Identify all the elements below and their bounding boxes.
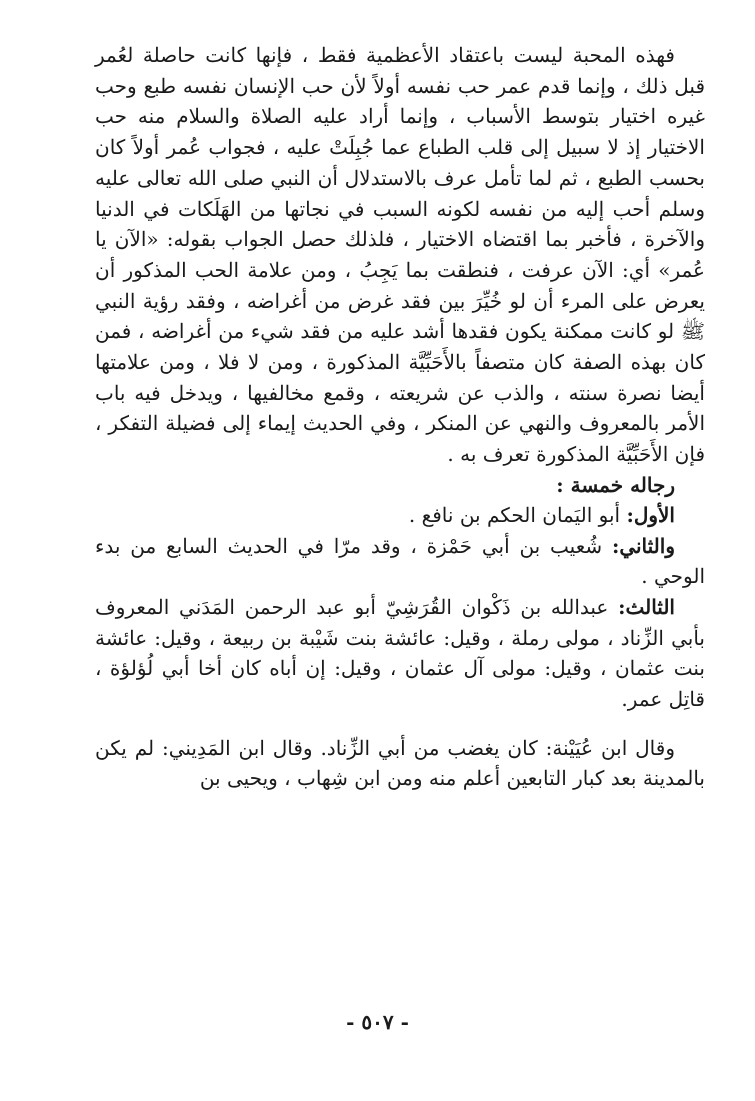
narrator-label: الثالث:	[618, 594, 675, 619]
narrator-label: والثاني:	[611, 533, 675, 558]
body-paragraph: فهذه المحبة ليست باعتقاد الأعظمية فقط ، فإنها كانت حاصلة لعُمر قبل ذلك ، وإنما قدم عمر حب نفسه أولاً لأن حب الإنسان نفسه طبع وحب غيره اختيار بتوسط الأسباب ، وإنما أراد عليه الصلاة والسلام منه حب الاختيار إذ لا سبيل إلى قلب الطباع عما جُبِلَتْ عليه ، فجواب عُمر أولاً كان بحسب الطبع ، ثم لما تأمل عرف بالاستدلال أن النبي صلى الله تعالى عليه وسلم أحب إليه من نفسه لكونه السبب في نجاتها من الهَلَكات في الدنيا والآخرة ، فأخبر بما اقتضاه الاختيار ، فلذلك حصل الجواب بقوله: «الآن يا عُمر» أي: الآن عرفت ، فنطقت بما يَجِبُ ، ومن علامة الحب المذكور أن يعرض على المرء أن لو خُيِّرَ بين فقد غرض من أغراضه ، وفقد رؤية النبي ﷺ لو كانت ممكنة يكون فقدها أشد عليه من فقد شيء من أغراضه ، فمن كان بهذه الصفة كان متصفاً بالأَحَبِّيَّة المذكورة ، ومن لا فلا ، ومن علامتها أيضا نصرة سنته ، والذب عن شريعته ، وقمع مخالفيها ، ويدخل فيه باب الأمر بالمعروف والنهي عن المنكر ، وفي الحديث إيماء إلى فضيلة التفكر ، فإن الأَحَبِّيَّة المذكورة تعرف به .	[95, 43, 706, 467]
narrator-entry-1	[95, 500, 705, 531]
narrator-text: أبو اليَمان الحكم بن نافع .	[408, 502, 627, 527]
narrator-text: شُعيب بن أبي حَمْزة ، وقد مرّا في الحديث السابع من بدء الوحي .	[95, 533, 705, 589]
narrator-text: عبدالله بن ذَكْوان القُرَشِيّ أبو عبد الرحمن المَدَني المعروف بأبي الزِّناد ، مولى رملة ، وقيل: عائشة بنت شَيْبة بن ربيعة ، وقيل: عائشة بنت عثمان ، وقيل: مولى آل عثمان ، وقيل: إن أباه كان أخا أبي لُؤلؤة ، قاتِل عمر.	[95, 594, 705, 712]
narrator-label: الأول:	[626, 502, 675, 527]
page-number: - ٥٠٧ -	[346, 1010, 409, 1034]
narrator-entry-3	[95, 592, 705, 715]
men-heading: رجاله خمسة :	[556, 472, 675, 497]
narrator-entry-2	[95, 531, 705, 592]
page-body	[95, 40, 705, 1080]
closing-paragraph: وقال ابن عُيَيْنة: كان يغضب من أبي الزِّناد. وقال ابن المَدِيني: لم يكن بالمدينة بعد كبار التابعين أعلم منه ومن ابن شِهاب ، ويحيى بن	[95, 735, 705, 791]
